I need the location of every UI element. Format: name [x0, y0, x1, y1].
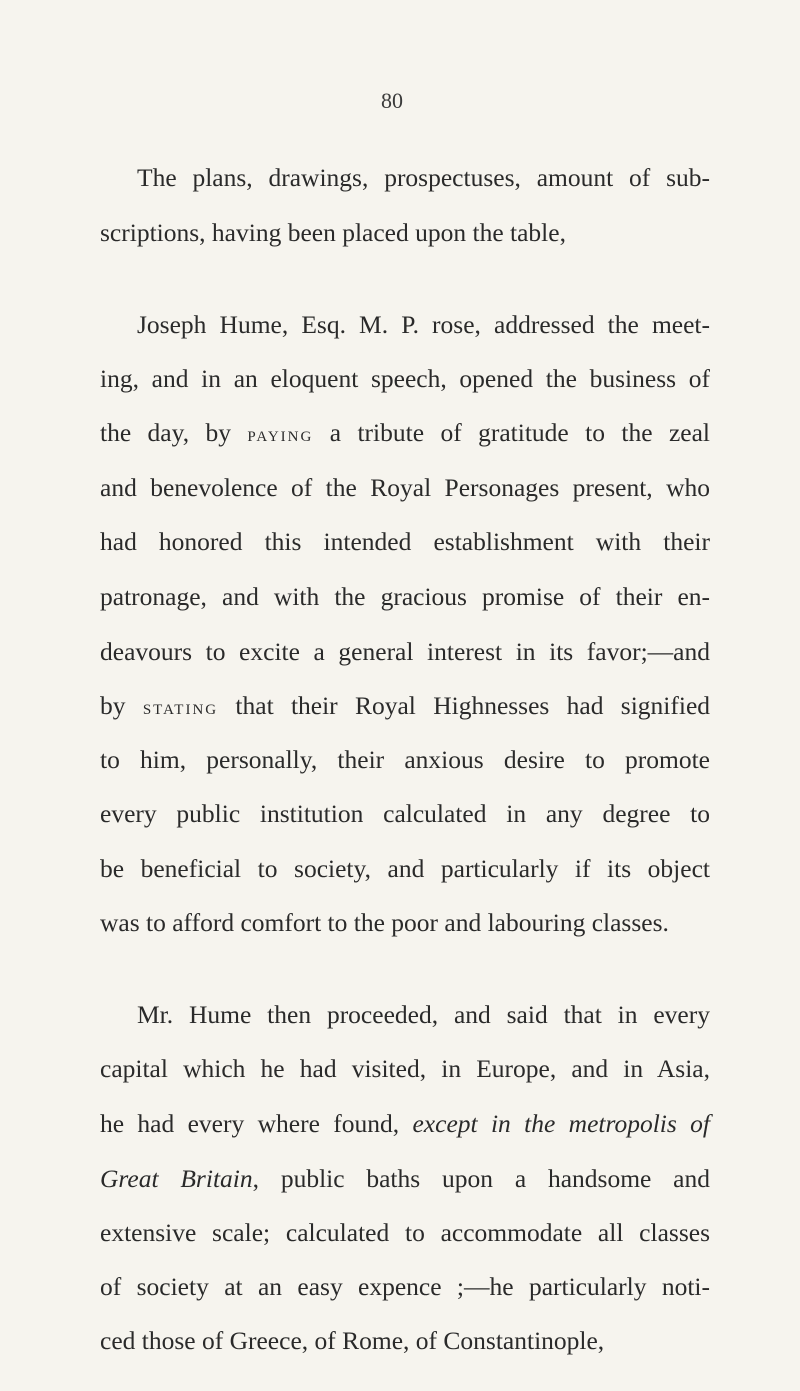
text-line: scriptions, having been placed upon the table, — [100, 218, 566, 248]
text-line — [100, 1109, 710, 1139]
text-run: a tribute of gratitude to the zeal — [313, 418, 710, 448]
text-line: ced those of Greece, of Rome, of Constantinople, — [100, 1326, 605, 1355]
text-line: had honored this intended establishment with their — [100, 527, 710, 557]
italic-phrase: except in the metropolis of — [412, 1108, 710, 1138]
text-line: was to afford comfort to the poor and labouring classes. — [100, 908, 669, 938]
text-line: every public institution calculated in any degree to — [100, 799, 710, 829]
text-line: capital which he had visited, in Europe, and in Asia, — [100, 1054, 710, 1084]
text-line: ing, and in an eloquent speech, opened the business of — [100, 364, 710, 393]
text-line: extensive scale; calculated to accommodate all classes — [100, 1217, 710, 1247]
text-run: the day, by — [100, 418, 248, 448]
text-line: and benevolence of the Royal Personages present, who — [100, 473, 710, 503]
text-line: Mr. Hume then proceeded, and said that in every — [137, 1000, 710, 1030]
text-line — [100, 691, 710, 722]
text-line: of society at an easy expence ;—he particularly noti- — [100, 1271, 710, 1301]
text-line: deavours to excite a general interest in its favor;—and — [100, 636, 710, 666]
text-line: The plans, drawings, prospectuses, amount of sub- — [137, 163, 710, 192]
text-run: , public baths upon a handsome and — [252, 1163, 710, 1193]
text-run: by — [100, 690, 143, 720]
text-line: be beneficial to society, and particularly if its object — [100, 854, 710, 884]
italic-phrase: Great Britain — [100, 1163, 253, 1193]
small-caps-word: paying — [247, 421, 314, 447]
text-line — [100, 418, 710, 449]
text-line — [100, 1164, 710, 1194]
page-number: 80 — [381, 88, 403, 113]
text-line: patronage, and with the gracious promise of their en- — [100, 581, 710, 611]
text-run: he had every where found, — [100, 1108, 413, 1138]
text-line: Joseph Hume, Esq. M. P. rose, addressed the meet- — [137, 309, 710, 339]
small-caps-word: stating — [142, 693, 219, 719]
text-run: that their Royal Highnesses had signified — [218, 690, 711, 720]
text-line: to him, personally, their anxious desire to promote — [100, 745, 710, 774]
